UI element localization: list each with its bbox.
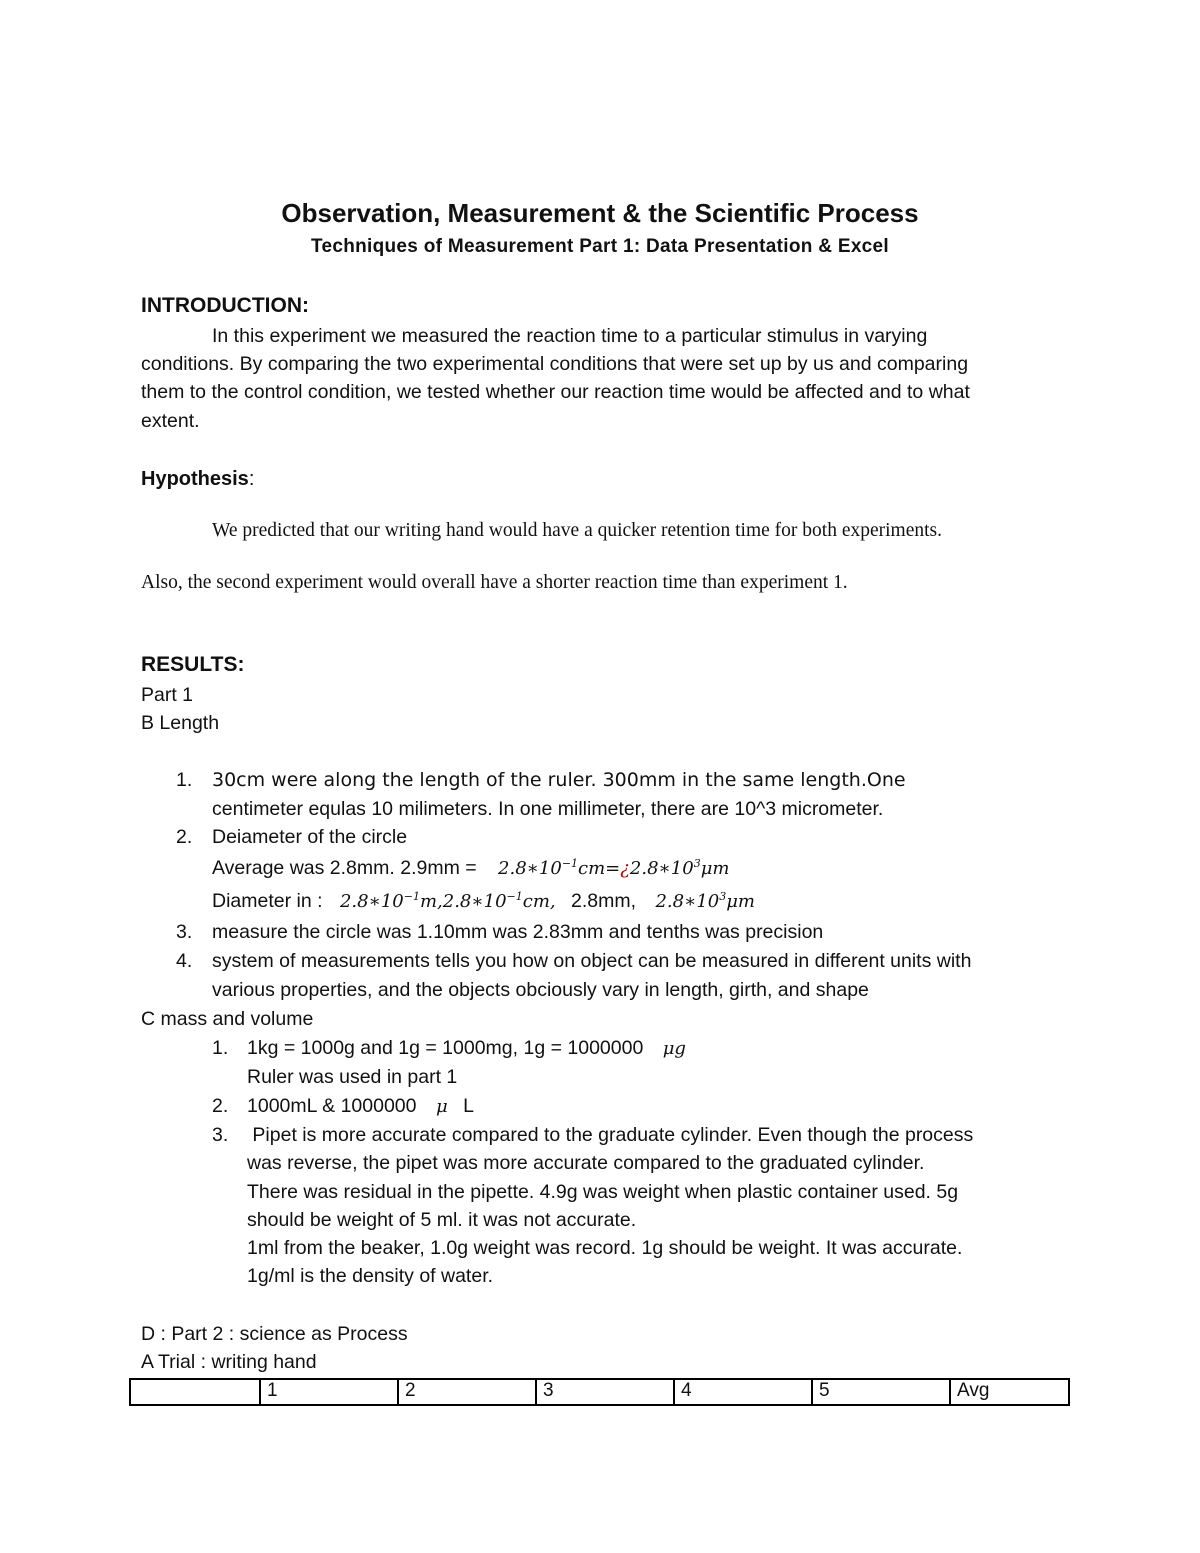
diameter-value-mm: 2.8mm, bbox=[571, 890, 637, 912]
microgram-unit: μg bbox=[662, 1038, 686, 1059]
hypothesis-colon: : bbox=[248, 468, 255, 490]
b-item-1-line-2: centimeter equlas 10 milimeters. In one millimeter, there are 10^3 micrometer. bbox=[212, 798, 884, 820]
b-item-4-line-2: various properties, and the objects obciously vary in length, girth, and shape bbox=[212, 979, 869, 1001]
c-item-2-number: 2. bbox=[212, 1095, 229, 1117]
b-item-1-line-1: 30cm were along the length of the ruler. 300mm in the same length.One bbox=[212, 769, 906, 791]
c-item-3-line-5: 1ml from the beaker, 1.0g weight was record. 1g should be weight. It was accurate. bbox=[247, 1237, 963, 1259]
table-header-cell: 3 bbox=[536, 1379, 674, 1405]
hypothesis-line-1: We predicted that our writing hand would have a quicker retention time for both experiments. bbox=[212, 520, 942, 541]
c-item-3-line-1: Pipet is more accurate compared to the graduate cylinder. Even though the process bbox=[247, 1124, 974, 1146]
intro-line-4: extent. bbox=[141, 410, 200, 432]
b-item-2-line-2 bbox=[212, 857, 729, 880]
writing-hand-trial-table bbox=[129, 1378, 1070, 1406]
c-item-3-line-2: was reverse, the pipet was more accurate compared to the graduated cylinder. bbox=[247, 1152, 925, 1174]
table-header-row bbox=[130, 1379, 1069, 1405]
table-header-cell bbox=[130, 1379, 260, 1405]
average-text: Average was 2.8mm. 2.9mm = bbox=[212, 857, 477, 879]
results-part-label: Part 1 bbox=[141, 684, 194, 706]
document-subtitle: Techniques of Measurement Part 1: Data Presentation & Excel bbox=[310, 236, 889, 257]
b-item-2-line-1: Deiameter of the circle bbox=[212, 826, 408, 848]
liter-unit: L bbox=[463, 1095, 474, 1117]
c-item-1-line-2: Ruler was used in part 1 bbox=[247, 1066, 458, 1088]
table-header-cell: 2 bbox=[398, 1379, 536, 1405]
intro-line-2: conditions. By comparing the two experimental conditions that were set up by us and comparing bbox=[141, 353, 969, 375]
c-item-1-line-1 bbox=[247, 1037, 686, 1060]
micro-symbol: μ bbox=[435, 1096, 448, 1117]
diameter-value-m: $2.8∗10^{-1}m$, bbox=[339, 890, 443, 912]
a-trial-heading: A Trial : writing hand bbox=[141, 1351, 317, 1373]
average-equation: $2.8∗10^{-1}cm=¿2.8∗10^3\mu m$ bbox=[498, 857, 730, 879]
c-item-1-number: 1. bbox=[212, 1037, 229, 1059]
c-item-3-line-4: should be weight of 5 ml. it was not accurate. bbox=[247, 1209, 637, 1231]
hypothesis-line-2: Also, the second experiment would overall have a shorter reaction time than experiment 1. bbox=[141, 572, 848, 593]
diameter-value-cm: $2.8∗10^{-1}cm$, bbox=[442, 890, 556, 912]
table-header-cell: Avg bbox=[950, 1379, 1069, 1405]
b-item-4-number: 4. bbox=[176, 950, 193, 972]
c-item-2-text-row bbox=[247, 1095, 474, 1118]
b-item-3-number: 3. bbox=[176, 921, 193, 943]
b-item-1-number: 1. bbox=[176, 769, 193, 791]
hypothesis-heading-row bbox=[141, 468, 254, 491]
c-item-1-text: 1kg = 1000g and 1g = 1000mg, 1g = 1000000 bbox=[247, 1037, 644, 1059]
introduction-heading: INTRODUCTION: bbox=[141, 294, 309, 317]
c-mass-volume-heading: C mass and volume bbox=[141, 1008, 314, 1030]
c-item-3-number: 3. bbox=[212, 1124, 229, 1146]
intro-line-1: In this experiment we measured the reaction time to a particular stimulus in varying bbox=[212, 325, 928, 347]
document-title: Observation, Measurement & the Scientific Process bbox=[281, 198, 919, 228]
c-item-2-text: 1000mL & 1000000 bbox=[247, 1095, 417, 1117]
diameter-value-um: $2.8∗10^3\mu m$ bbox=[655, 890, 756, 912]
table-header-cell: 4 bbox=[674, 1379, 812, 1405]
results-heading: RESULTS: bbox=[141, 653, 245, 676]
intro-line-3: them to the control condition, we tested whether our reaction time would be affected and to what bbox=[141, 381, 970, 403]
b-length-heading: B Length bbox=[141, 712, 220, 734]
c-item-3-line-6: 1g/ml is the density of water. bbox=[247, 1265, 494, 1287]
b-item-2-number: 2. bbox=[176, 826, 193, 848]
c-item-3-line-3: There was residual in the pipette. 4.9g was weight when plastic container used. 5g bbox=[247, 1181, 959, 1203]
hypothesis-heading: Hypothesis bbox=[141, 468, 249, 490]
b-item-2-line-3 bbox=[212, 890, 755, 913]
table-header-cell: 5 bbox=[812, 1379, 950, 1405]
b-item-4-line-1: system of measurements tells you how on object can be measured in different units with bbox=[212, 950, 972, 972]
diameter-text: Diameter in : bbox=[212, 890, 323, 912]
table-header-cell: 1 bbox=[260, 1379, 398, 1405]
d-part-2-heading: D : Part 2 : science as Process bbox=[141, 1323, 408, 1345]
b-item-3-text: measure the circle was 1.10mm was 2.83mm and tenths was precision bbox=[212, 921, 824, 943]
